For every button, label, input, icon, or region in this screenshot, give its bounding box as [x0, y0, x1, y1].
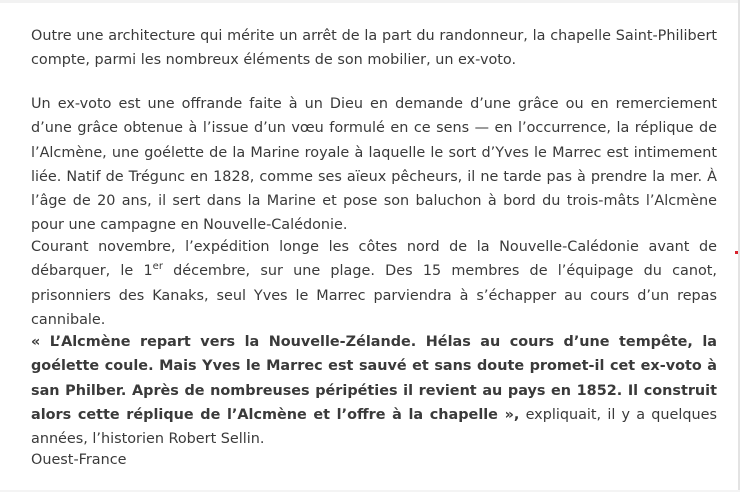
top-divider [0, 0, 740, 3]
paragraph-intro: Outre une architecture qui mérite un arrêt de la part du randonneur, la chapelle Saint-Philibert compte, parmi les nombreux éléments de son mobilier, un ex-voto. [31, 28, 717, 69]
paragraph-expedition [31, 235, 717, 332]
paragraph-expedition-end: décembre, sur une plage. Des 15 membres de l’équipage du canot, prisonniers des Kanaks, seul Yves le Marrec parviendra à s’échapper au cours d’un repas cannibale. [31, 263, 717, 328]
article-source: Ouest-France [31, 452, 127, 468]
quote-attribution: expliquait, il y a quelques années, l’historien Robert Sellin. [31, 406, 717, 448]
paragraph-quote [31, 330, 717, 451]
historian-quote: « L’Alcmène repart vers la Nouvelle-Zélande. Hélas au cours d’une tempête, la goélette coule. Mais Yves le Marrec est sauvé et sans doute promet-il cet ex-voto à san Philber. Après de nombreuses péripéties il revient au pays en 1852. Il construit alors cette réplique de l’Alcmène et l’offre à la chapelle », [31, 334, 717, 423]
paragraph-expedition-start: Courant novembre, l’expédition longe les côtes nord de la Nouvelle-Calédonie avant de débarquer, le 1 [31, 239, 717, 280]
ordinal-superscript: er [152, 261, 163, 273]
red-marker [735, 251, 738, 254]
paragraph-ex-voto: Un ex-voto est une offrande faite à un Dieu en demande d’une grâce ou en remerciement d’une grâce obtenue à l’issue d’un vœu formulé en ce sens — en l’occurrence, la réplique de l’Alcmène, une goélette de la Marine royale à laquelle le sort d’Yves le Marrec est intimement liée. Natif de Trégunc en 1828, comme ses aïeux pêcheurs, il ne tarde pas à prendre la mer. À l’âge de 20 ans, il sert dans la Marine et pose son baluchon à bord du trois-mâts l’Alcmène pour une campagne en Nouvelle-Calédonie. [31, 96, 717, 234]
